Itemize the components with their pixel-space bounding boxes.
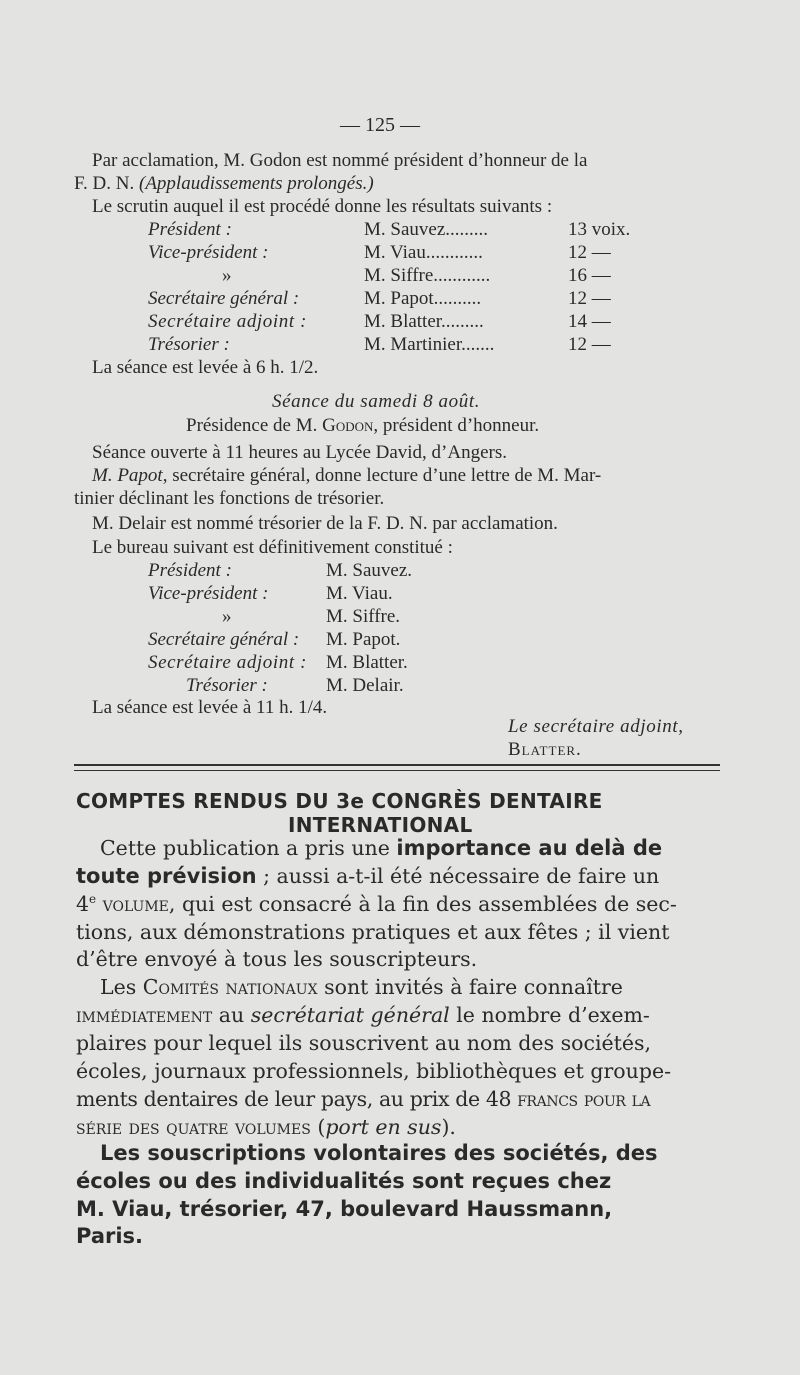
scrutin-votes: 13 voix.	[568, 219, 631, 240]
seance-ouverte: Séance ouverte à 11 heures au Lycée David, d’Angers.	[92, 442, 508, 463]
announcement-p3-line2: écoles ou des individualités sont reçues chez	[76, 1169, 612, 1193]
closing-first-session: La séance est levée à 6 h. 1/2.	[92, 357, 319, 378]
scrutin-role: »	[222, 265, 232, 286]
delair-line: M. Delair est nommé trésorier de la F. D. N. par acclamation.	[92, 513, 558, 534]
bureau-role: Trésorier :	[186, 675, 268, 696]
bureau-role: Secrétaire adjoint :	[148, 652, 308, 673]
scrutin-role: Secrétaire général :	[148, 288, 300, 309]
announcement-title-line2: INTERNATIONAL	[288, 813, 473, 837]
para-acclamation-fdn: F. D. N.	[74, 173, 139, 194]
announcement-p3-line3: M. Viau, trésorier, 47, boulevard Haussmann,	[76, 1197, 613, 1221]
p2-comites: Comités nationaux	[142, 975, 318, 999]
p1-volume-sup: e	[89, 892, 97, 907]
p2-text: sont invités à faire connaître	[317, 975, 623, 999]
scrutin-name: M. Sauvez.........	[364, 219, 489, 240]
para-acclamation-applause: (Applaudissements prolongés.)	[139, 173, 374, 194]
p2-secretariat: secrétariat général	[250, 1003, 450, 1027]
bureau-role: Vice-président :	[148, 583, 269, 604]
presidence-prefix: Présidence de M.	[186, 415, 323, 436]
p2-text: au	[212, 1003, 251, 1027]
announcement-p2-line4: écoles, journaux professionnels, bibliothèques et groupe-	[76, 1059, 672, 1083]
papot-line2: tinier déclinant les fonctions de trésorier.	[74, 488, 385, 509]
announcement-p1-line4: tions, aux démonstrations pratiques et aux fêtes ; il vient	[76, 920, 670, 944]
p1-volume-number: 4	[76, 892, 90, 916]
announcement-p3-line4: Paris.	[76, 1224, 144, 1248]
announcement-p2-line6	[76, 1115, 456, 1139]
presidence-name: Godon	[322, 415, 374, 436]
bureau-role: Président :	[148, 560, 232, 581]
bureau-intro: Le bureau suivant est définitivement constitué :	[92, 537, 453, 558]
p2-francs: francs pour la	[517, 1087, 651, 1111]
p1-volume: volume,	[96, 892, 176, 916]
signature-name: Blatter.	[508, 739, 582, 760]
scrutin-votes: 12 —	[568, 288, 611, 309]
p1-text: ; aussi a-t-il été nécessaire de faire un	[256, 864, 660, 888]
scrutin-name: M. Martinier.......	[364, 334, 495, 355]
papot-text: , secrétaire général, donne lecture d’une lettre de M. Mar-	[162, 465, 602, 486]
p2-serie: série des quatre volumes	[76, 1115, 311, 1139]
divider-rule-bottom	[74, 770, 720, 771]
announcement-p2-line3: plaires pour lequel ils souscrivent au nom des sociétés,	[76, 1031, 652, 1055]
scrutin-name: M. Siffre............	[364, 265, 491, 286]
announcement-p3-line1: Les souscriptions volontaires des sociétés, des	[100, 1141, 658, 1165]
announcement-p1-line3	[76, 892, 677, 916]
divider-rule-top	[74, 764, 720, 766]
announcement-p1-line1	[100, 836, 662, 860]
presidence-suffix: , président d’honneur.	[373, 415, 540, 436]
announcement-p1-line5: d’être envoyé à tous les souscripteurs.	[76, 947, 478, 971]
scrutin-name: M. Blatter.........	[364, 311, 484, 332]
scrutin-votes: 12 —	[568, 334, 611, 355]
scrutin-name: M. Viau............	[364, 242, 483, 263]
scrutin-name: M. Papot..........	[364, 288, 482, 309]
announcement-p1-line2	[76, 864, 659, 888]
p2-port: port en sus	[325, 1115, 442, 1139]
bureau-name: M. Viau.	[326, 583, 393, 604]
para-acclamation-line2	[74, 173, 374, 195]
bureau-name: M. Blatter.	[326, 652, 408, 673]
p1-bold: importance au delà de	[396, 836, 663, 860]
bureau-name: M. Papot.	[326, 629, 401, 650]
bureau-name: M. Delair.	[326, 675, 404, 696]
scrutin-role: Vice-président :	[148, 242, 269, 263]
bureau-name: M. Siffre.	[326, 606, 401, 627]
papot-line1	[92, 465, 601, 487]
page-number: — 125 —	[340, 114, 420, 136]
scrutin-votes: 12 —	[568, 242, 611, 263]
p2-text: ments dentaires de leur pays, au prix de 48	[76, 1087, 518, 1111]
scrutin-role: Trésorier :	[148, 334, 230, 355]
p1-bold-prevision: toute prévision	[76, 864, 257, 888]
session-title: Séance du samedi 8 août.	[272, 391, 481, 412]
p2-immediatement: immédiatement	[76, 1003, 213, 1027]
scrutin-role: Secrétaire adjoint :	[148, 311, 308, 332]
bureau-name: M. Sauvez.	[326, 560, 413, 581]
p2-text: Les	[100, 975, 143, 999]
p2-text: le nombre d’exem-	[449, 1003, 650, 1027]
p1-text: Cette publication a pris une	[100, 836, 397, 860]
papot-name: M. Papot	[92, 465, 163, 486]
bureau-role: »	[222, 606, 232, 627]
para-acclamation-line1: Par acclamation, M. Godon est nommé président d’honneur de la	[92, 150, 588, 171]
p2-text: ).	[441, 1115, 456, 1139]
scrutin-votes: 14 —	[568, 311, 611, 332]
p2-text: (	[310, 1115, 326, 1139]
p1-text: qui est consacré à la fin des assemblées de sec-	[175, 892, 677, 916]
announcement-p2-line2	[76, 1003, 650, 1027]
closing-second-session: La séance est levée à 11 h. 1/4.	[92, 697, 328, 718]
scrutin-role: Président :	[148, 219, 232, 240]
announcement-p2-line5	[76, 1087, 650, 1111]
bureau-role: Secrétaire général :	[148, 629, 300, 650]
signature-role: Le secrétaire adjoint,	[508, 716, 684, 737]
announcement-title-line1: COMPTES RENDUS DU 3e CONGRÈS DENTAIRE	[76, 789, 603, 813]
scrutin-votes: 16 —	[568, 265, 611, 286]
announcement-p2-line1	[100, 975, 623, 999]
scrutin-intro: Le scrutin auquel il est procédé donne les résultats suivants :	[92, 196, 553, 217]
presidence-line	[186, 415, 539, 437]
